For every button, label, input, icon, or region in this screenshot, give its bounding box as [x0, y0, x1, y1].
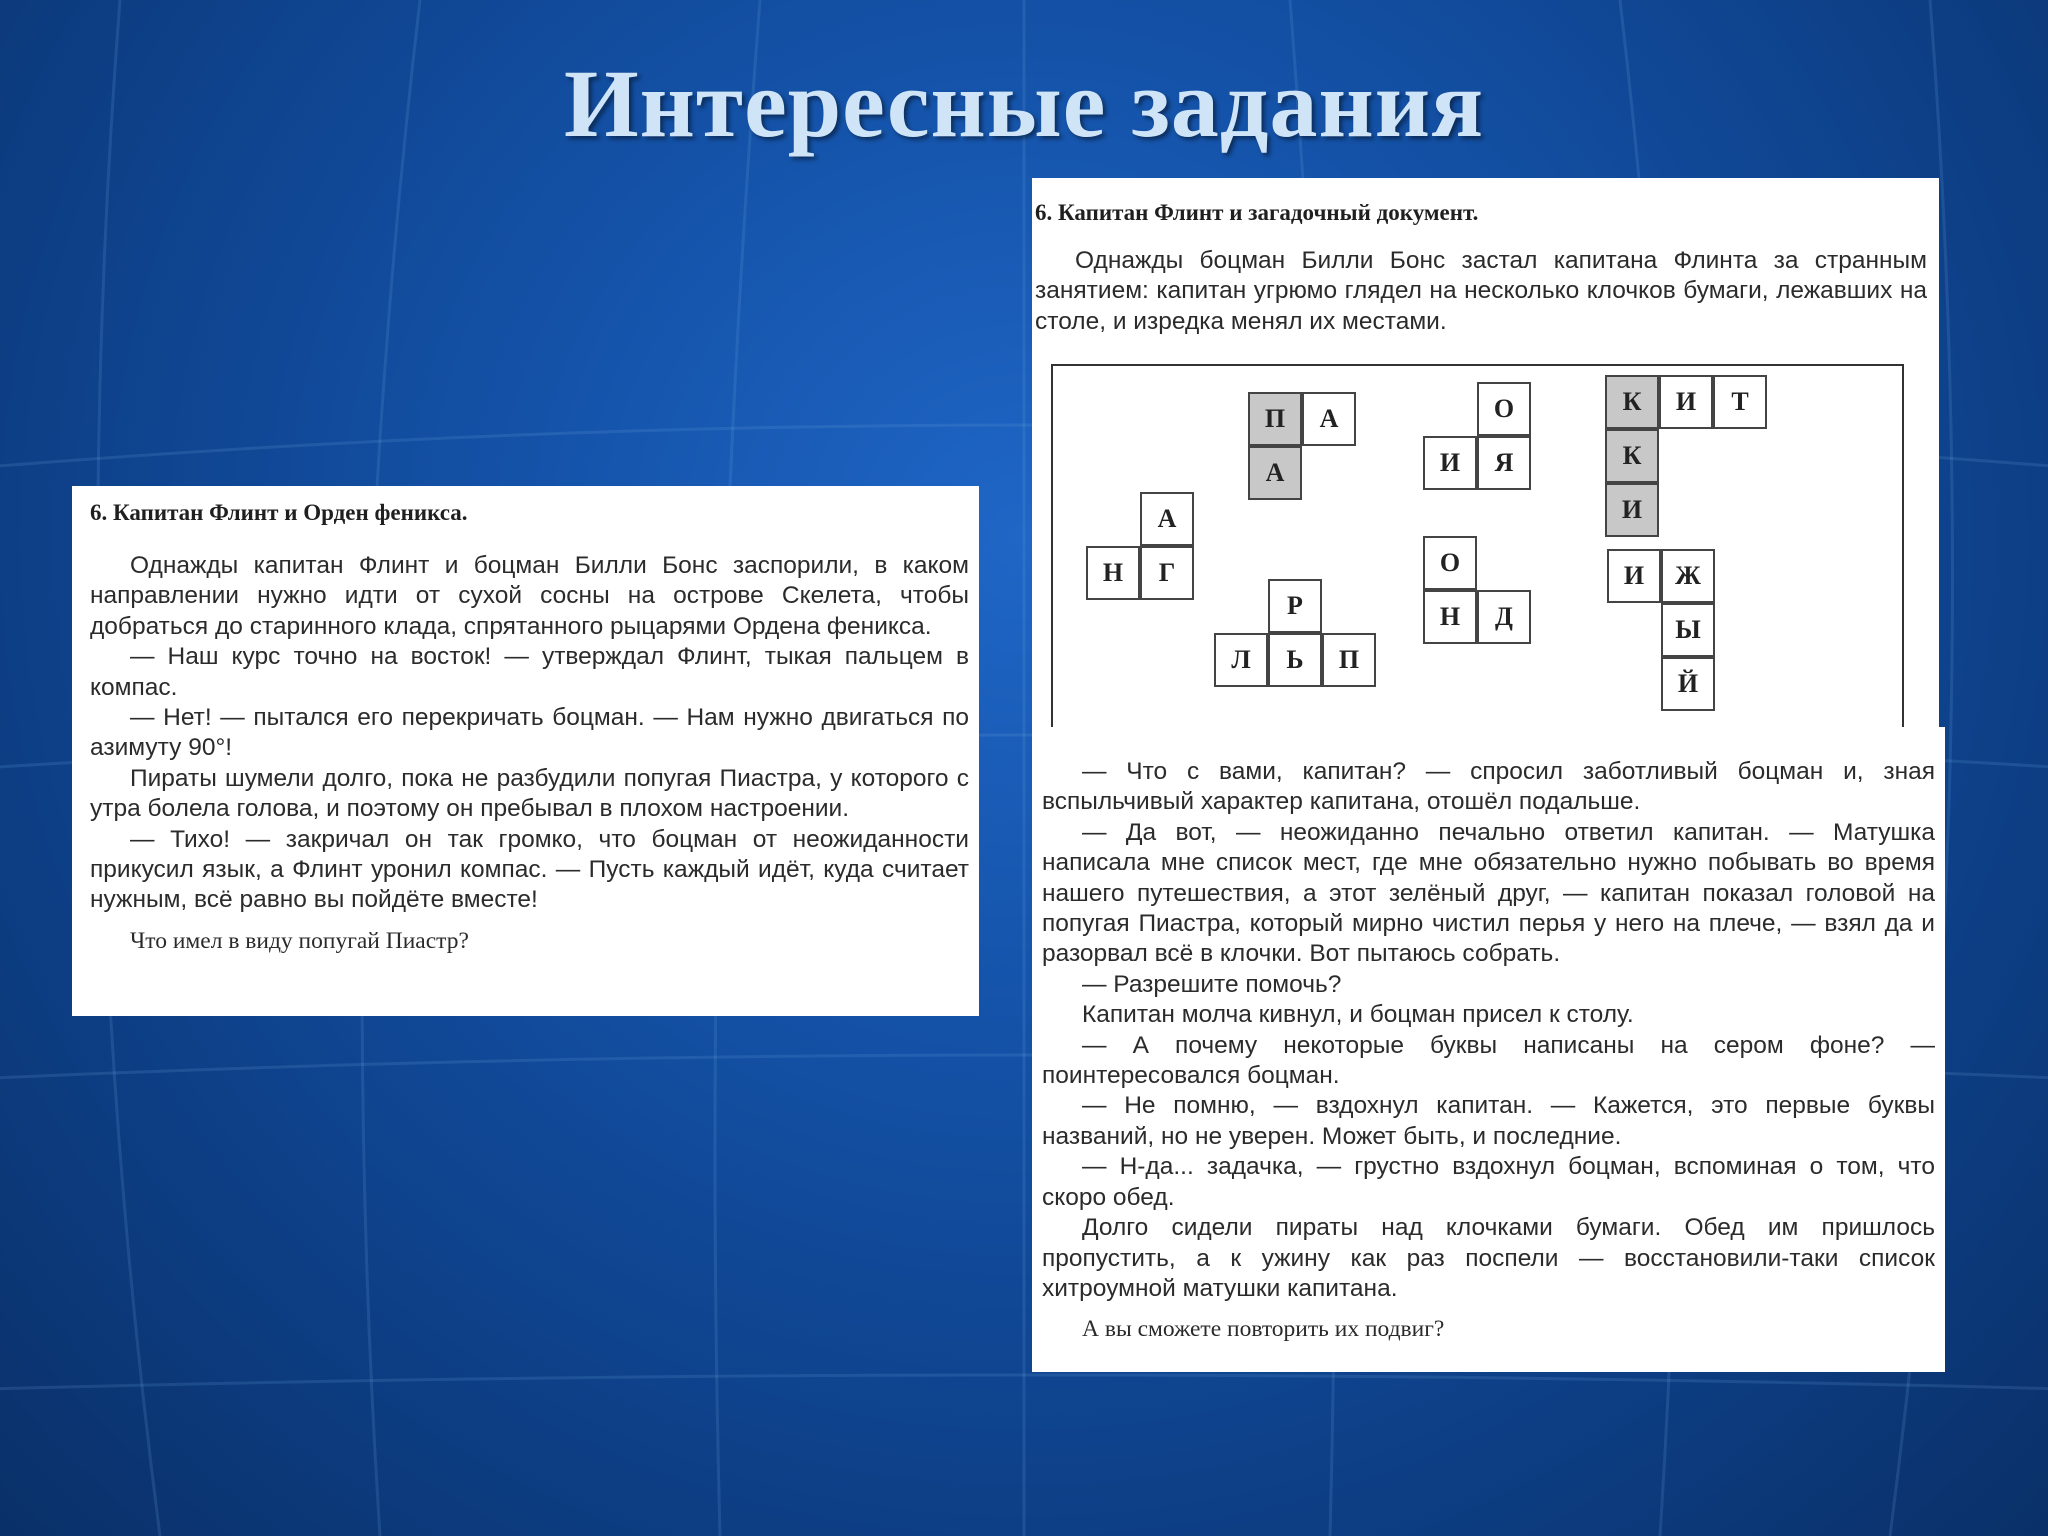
puzzle-cell: Д — [1477, 590, 1531, 644]
card-heading: 6. Капитан Флинт и Орден феникса. — [90, 500, 468, 525]
puzzle-cell: Л — [1214, 633, 1268, 687]
puzzle-cell: Н — [1423, 590, 1477, 644]
paragraph: — Н-да... задачка, — грустно вздохнул боцман, вспоминая о том, что скоро обед. — [1042, 1153, 1935, 1211]
paragraph: — Что с вами, капитан? — спросил заботливый боцман и, зная вспыльчивый характер капитана, отошёл подальше. — [1042, 758, 1935, 816]
puzzle-cell: О — [1423, 536, 1477, 590]
paragraph: Долго сидели пираты над клочками бумаги. Обед им пришлось пропустить, а к ужину как раз поспели — восстановили-таки список хитроумной матушки капитана. — [1042, 1214, 1935, 1302]
paragraph: Однажды капитан Флинт и боцман Билли Бонс заспорили, в каком направлении нужно идти от сухой сосны на острове Скелета, чтобы добраться до старинного клада, спрятанного рыцарями Ордена феникса. — [90, 552, 969, 640]
puzzle-cell: П — [1248, 392, 1302, 446]
puzzle-cell: Т — [1713, 375, 1767, 429]
task-card-order-phoenix — [72, 486, 979, 1016]
card-question: Что имел в виду попугай Пиастр? — [130, 927, 469, 954]
task-card-mysterious-document-continued — [1032, 727, 1945, 1372]
puzzle-cell: Ы — [1661, 603, 1715, 657]
paragraph: — Не помню, — вздохнул капитан. — Кажется, это первые буквы названий, но не уверен. Может быть, и последние. — [1042, 1092, 1935, 1150]
card-heading: 6. Капитан Флинт и загадочный документ. — [1035, 200, 1479, 225]
puzzle-cell: Г — [1140, 546, 1194, 600]
puzzle-cell: И — [1423, 436, 1477, 490]
task-card-mysterious-document — [1032, 178, 1939, 730]
paragraph: Капитан молча кивнул, и боцман присел к столу. — [1082, 1001, 1634, 1029]
puzzle-frame — [1051, 364, 1904, 744]
puzzle-cell: К — [1605, 375, 1659, 429]
paragraph: — Да вот, — неожиданно печально ответил капитан. — Матушка написала мне список мест, где мне обязательно нужно побывать во время нашего путешествия, а этот зелёный друг, — капитан показал головой на попугая Пиастра, который мирно чистил перья у него на плече, — взял да и разорвал всё в клочки. Вот пытаюсь собрать. — [1042, 818, 1935, 968]
paragraph: — Разрешите помочь? — [1082, 970, 1342, 998]
puzzle-cell: А — [1140, 492, 1194, 546]
paragraph: Пираты шумели долго, пока не разбудили попугая Пиастра, у которого с утра болела голова, и поэтому он пребывал в плохом настроении. — [90, 764, 969, 823]
puzzle-cell: И — [1605, 483, 1659, 537]
puzzle-cell: П — [1322, 633, 1376, 687]
puzzle-cell: Ь — [1268, 633, 1322, 687]
puzzle-cell: И — [1607, 549, 1661, 603]
paragraph: Однажды боцман Билли Бонс застал капитана Флинта за странным занятием: капитан угрюмо глядел на несколько клочков бумаги, лежавших на столе, и изредка менял их местами. — [1035, 247, 1927, 335]
paragraph: — Наш курс точно на восток! — утверждал Флинт, тыкая пальцем в компас. — [90, 643, 969, 701]
puzzle-cell: Й — [1661, 657, 1715, 711]
puzzle-cell: А — [1248, 446, 1302, 500]
puzzle-cell: А — [1302, 392, 1356, 446]
puzzle-cell: О — [1477, 382, 1531, 436]
paragraph: — Тихо! — закричал он так громко, что боцман от неожиданности прикусил язык, а Флинт уронил компас. — Пусть каждый идёт, куда считает нужным, всё равно вы пойдёте вместе! — [90, 825, 969, 914]
puzzle-cell: К — [1605, 429, 1659, 483]
card-question: А вы сможете повторить их подвиг? — [1082, 1316, 1445, 1343]
puzzle-cell: Н — [1086, 546, 1140, 600]
slide-title: Интересные задания — [563, 50, 1485, 157]
paragraph: — А почему некоторые буквы написаны на сером фоне? — поинтересовался боцман. — [1042, 1031, 1935, 1090]
puzzle-cell: Я — [1477, 436, 1531, 490]
puzzle-cell: Р — [1268, 579, 1322, 633]
puzzle-cell: И — [1659, 375, 1713, 429]
paragraph: — Нет! — пытался его перекричать боцман. — Нам нужно двигаться по азимуту 90°! — [90, 704, 969, 762]
puzzle-cell: Ж — [1661, 549, 1715, 603]
